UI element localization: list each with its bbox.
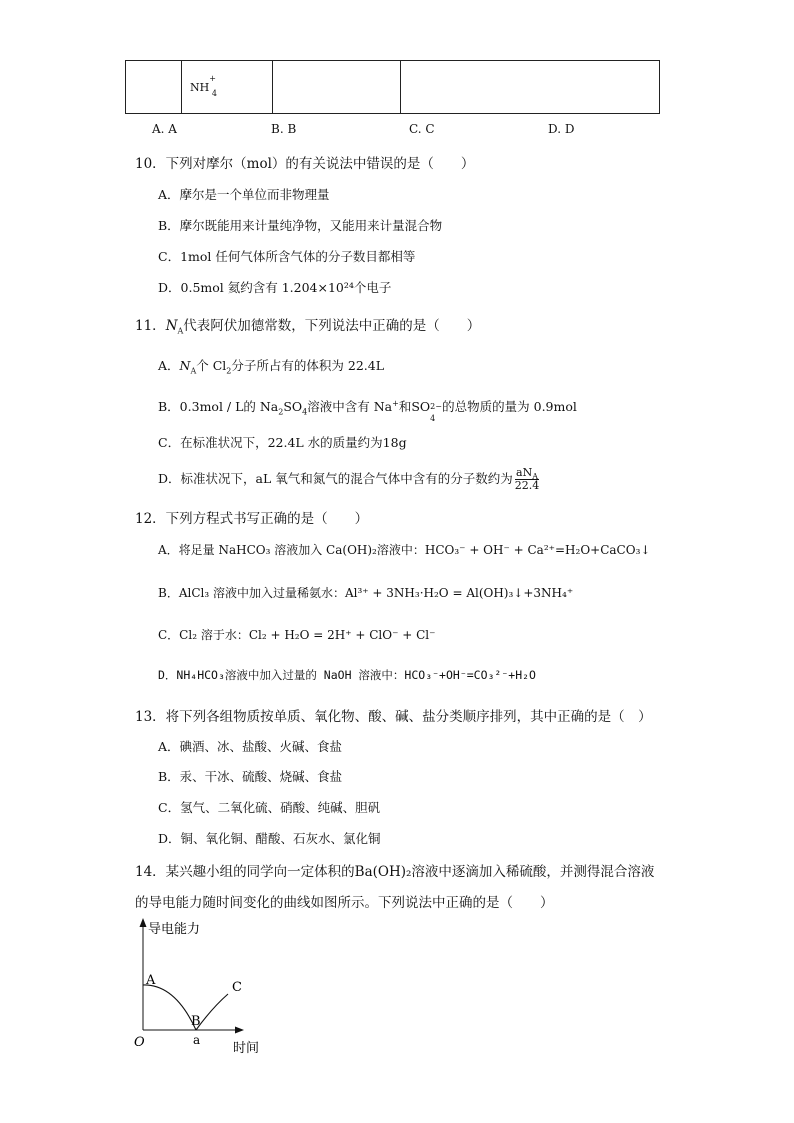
- q12-option-c: C．Cl₂ 溶于水：Cl₂ + H₂O = 2H⁺ + ClO⁻ + Cl⁻: [158, 628, 436, 642]
- q13-stem: 13．将下列各组物质按单质、氧化物、酸、碱、盐分类顺序排列，其中正确的是（ ）: [135, 709, 652, 725]
- x-axis-label: 时间: [233, 1041, 260, 1056]
- curve-a-to-b: [143, 985, 196, 1030]
- q14-stem-line1: 14．某兴趣小组的同学向一定体积的Ba(OH)₂溶液中逐滴加入稀硫酸，并测得混合溶液: [135, 864, 655, 880]
- ammonium-formula: $NH^+_4$: [190, 73, 218, 98]
- q10-option-d: D．0.5mol 氦约含有 1.204×10²⁴个电子: [158, 280, 392, 295]
- point-a-label: A: [146, 973, 156, 988]
- molecule-count-fraction: $\frac{aN_A}{22.4}$: [514, 466, 540, 492]
- conductivity-graph: [120, 912, 290, 1062]
- q13-option-d: D．铜、氧化铜、醋酸、石灰水、氯化铜: [158, 831, 381, 846]
- q12-option-d: D．NH₄HCO₃溶液中加入过量的 NaOH 溶液中：HCO₃⁻+OH⁻=CO₃²⁻+H₂O: [158, 668, 536, 682]
- q12-stem: 12．下列方程式书写正确的是（ ）: [135, 511, 369, 527]
- q9-option-a: A. A: [152, 122, 177, 136]
- q9-option-b: B. B: [271, 122, 297, 136]
- q9-option-c: C. C: [409, 122, 435, 136]
- table-cell: [126, 61, 182, 114]
- q11-option-d: D．标准状况下，aL 氧气和氮气的混合气体中含有的分子数约为 $\frac{aN_A}{22.4}$: [158, 466, 540, 492]
- point-c-label: C: [232, 980, 242, 995]
- q12-option-b: B．AlCl₃ 溶液中加入过量稀氨水：Al³⁺ + 3NH₃·H₂O = Al(OH)₃↓+3NH₄⁺: [158, 586, 574, 600]
- x-axis-arrow-icon: [235, 1027, 244, 1034]
- q12-option-a: A．将足量 NaHCO₃ 溶液加入 Ca(OH)₂溶液中：HCO₃⁻ + OH⁻ + Ca²⁺=H₂O+CaCO₃↓: [158, 543, 651, 557]
- x-tick-a: a: [193, 1033, 201, 1047]
- y-axis-arrow-icon: [140, 918, 147, 927]
- q11-option-a: A．$N_A$个 $Cl_2$分子所占有的体积为 22.4L: [158, 358, 384, 376]
- q10-option-a: A．摩尔是一个单位而非物理量: [158, 187, 330, 202]
- table-cell: [401, 61, 660, 114]
- curve-b-to-c: [196, 994, 228, 1030]
- point-b-label: B: [191, 1014, 201, 1029]
- q9-option-d: D. D: [548, 122, 575, 136]
- table-cell: [273, 61, 401, 114]
- answer-table: [125, 60, 660, 114]
- table-cell: [182, 61, 273, 114]
- q11-option-b: B．0.3mol / L的 $Na_2SO_4$溶液中含有 Na+和SO 2− 4 的总物质的量为 0.9mol: [158, 398, 577, 423]
- q10-stem: 10．下列对摩尔（mol）的有关说法中错误的是（ ）: [135, 156, 475, 172]
- q11-stem: 11．$N_A$代表阿伏加德常数，下列说法中正确的是（ ）: [135, 318, 481, 336]
- q13-option-a: A．碘酒、冰、盐酸、火碱、食盐: [158, 739, 343, 754]
- q13-option-c: C．氢气、二氧化硫、硝酸、纯碱、胆矾: [158, 800, 381, 815]
- q11-option-c: C．在标准状况下，22.4L 水的质量约为18g: [158, 435, 407, 450]
- q10-option-b: B．摩尔既能用来计量纯净物，又能用来计量混合物: [158, 218, 443, 233]
- y-axis-label: 导电能力: [148, 922, 201, 937]
- origin-label: O: [134, 1035, 145, 1050]
- q13-option-b: B．汞、干冰、硫酸、烧碱、食盐: [158, 769, 343, 784]
- q14-stem-line2: 的导电能力随时间变化的曲线如图所示。下列说法中正确的是（ ）: [135, 895, 554, 911]
- q10-option-c: C．1mol 任何气体所含气体的分子数目都相等: [158, 249, 416, 264]
